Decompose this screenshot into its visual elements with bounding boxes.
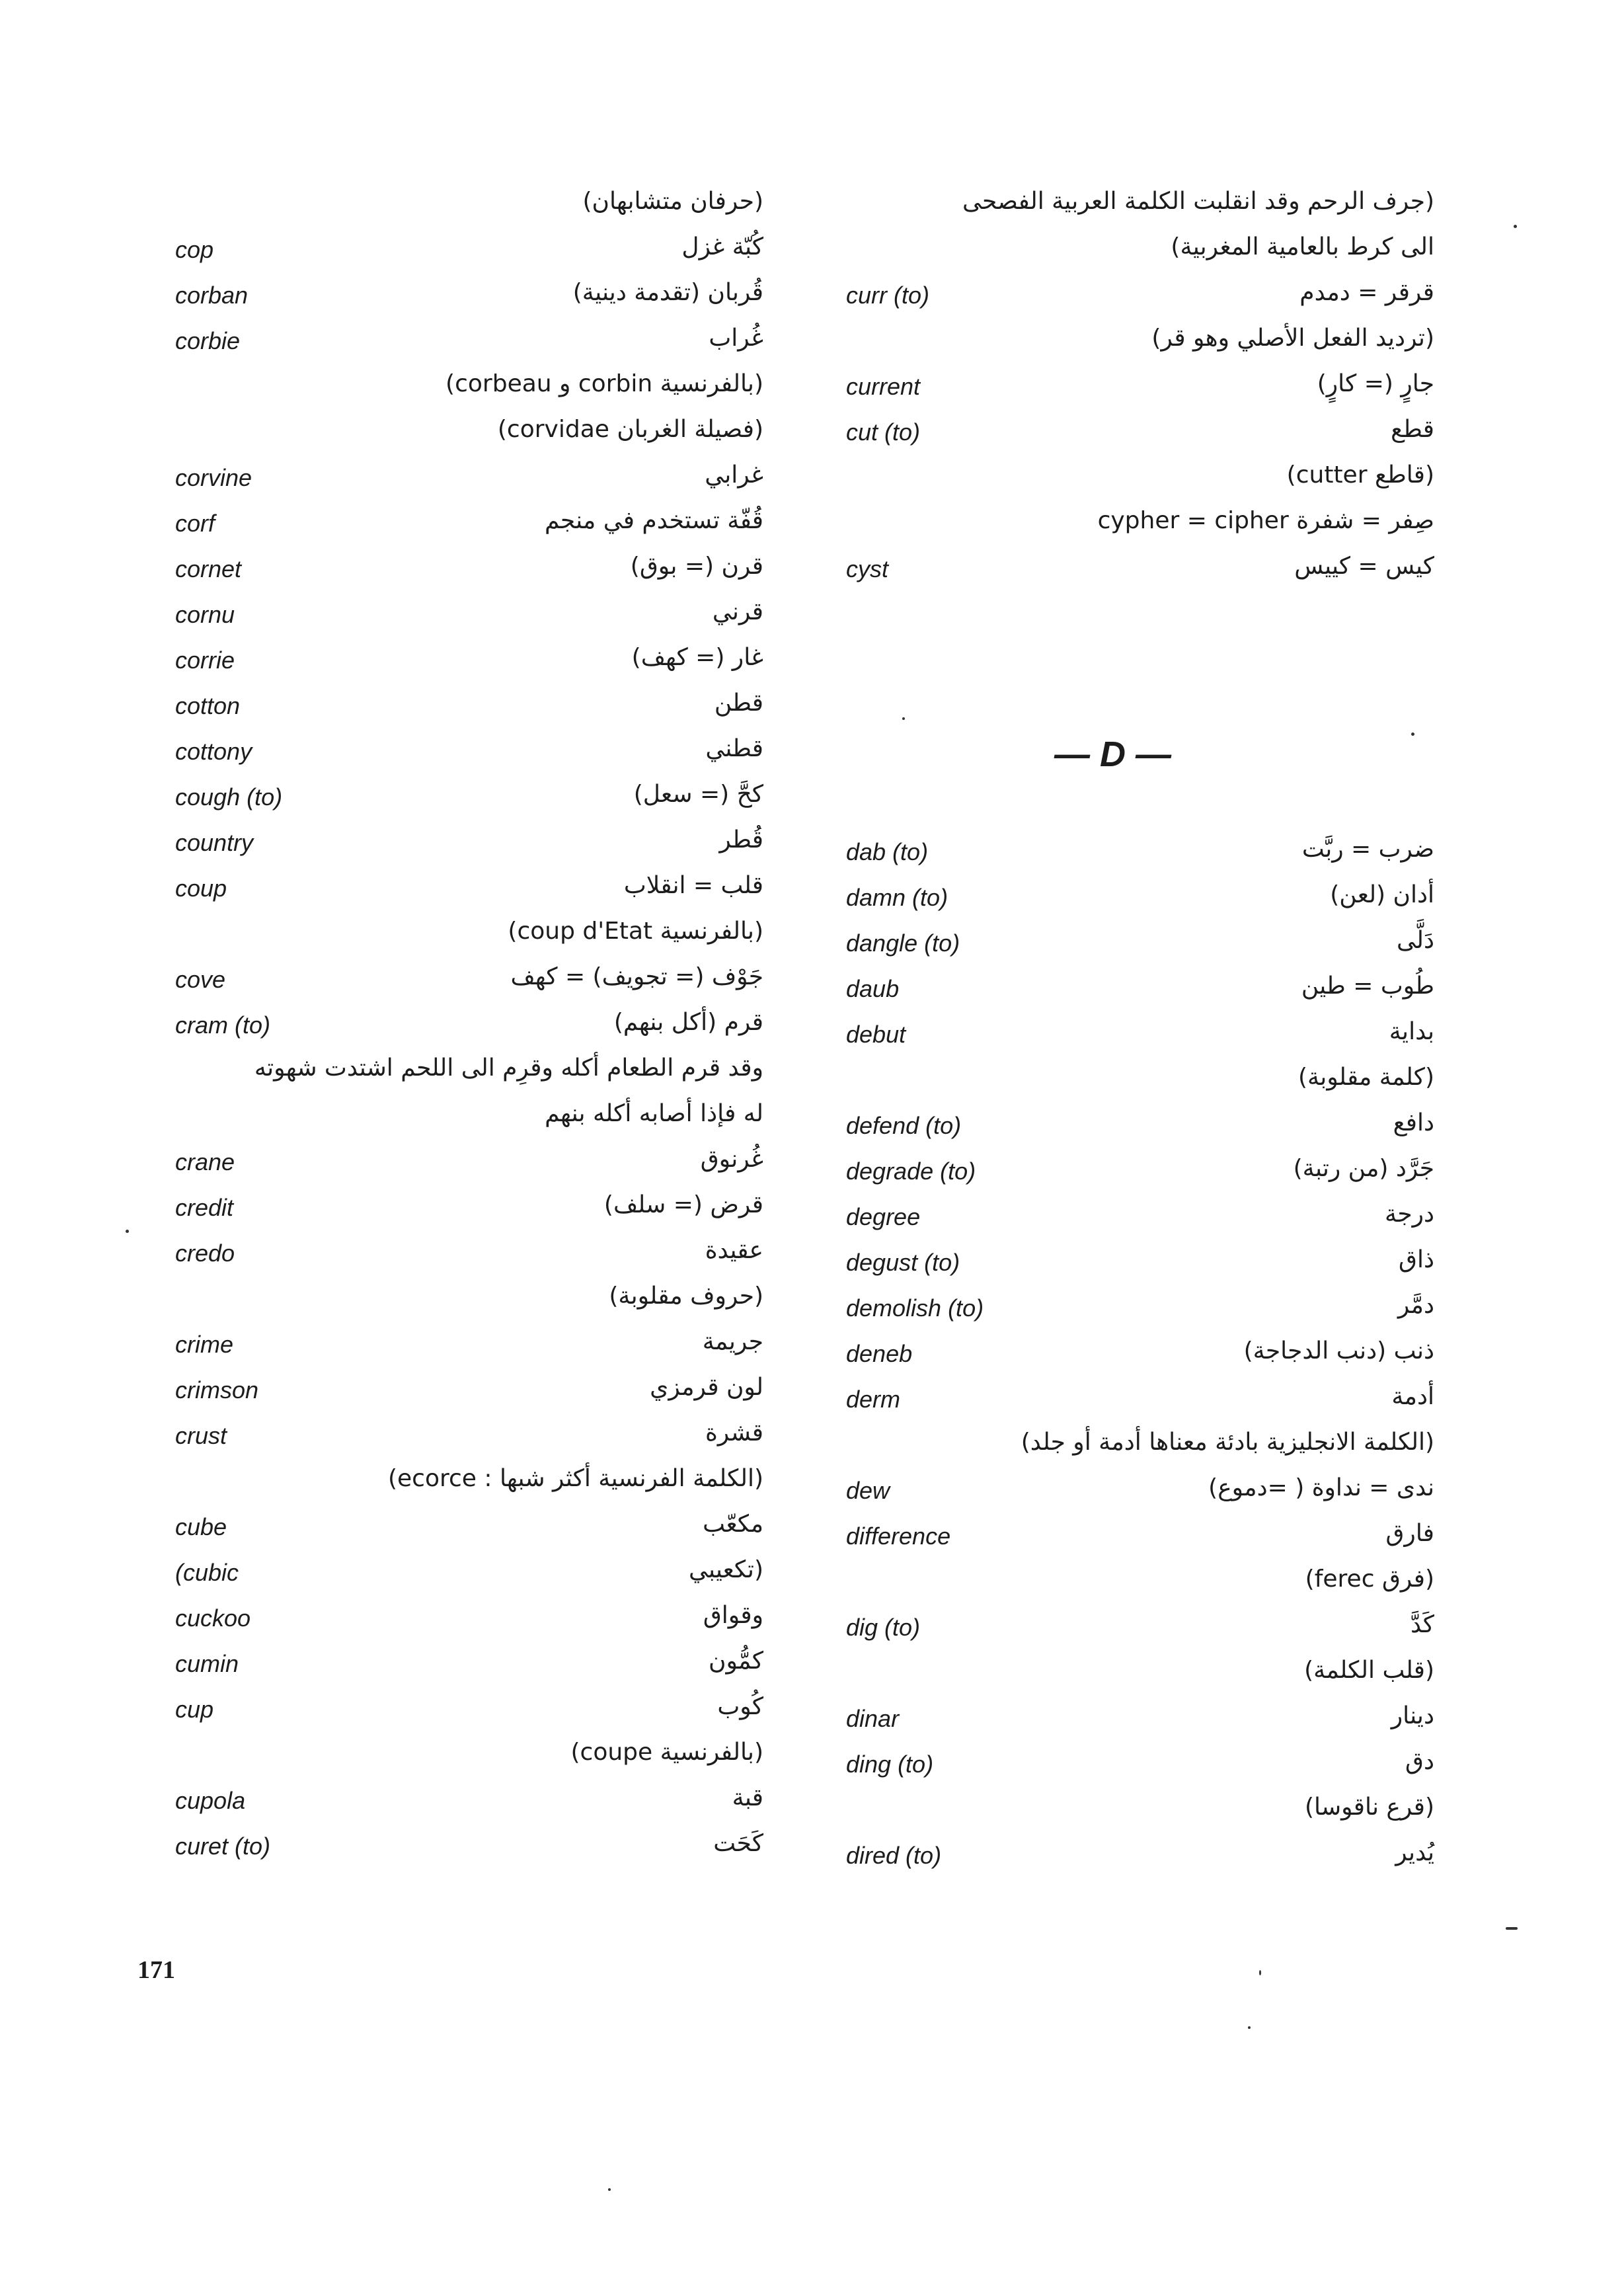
arabic-equivalent: كَحَت bbox=[713, 1830, 763, 1857]
arabic-equivalent: (حرفان متشابهان) bbox=[582, 188, 763, 215]
arabic-equivalent: قرض (= سلف) bbox=[603, 1191, 763, 1218]
english-term: debut bbox=[846, 1021, 906, 1048]
entry-row bbox=[839, 1244, 1434, 1289]
arabic-equivalent: (فصيلة الغربان corvidae) bbox=[497, 416, 763, 443]
arabic-equivalent: دمَّر bbox=[1397, 1292, 1434, 1319]
arabic-equivalent: وقواق bbox=[703, 1602, 763, 1629]
english-term: dangle (to) bbox=[846, 930, 960, 957]
entry-row bbox=[169, 824, 763, 869]
english-term: corvine bbox=[175, 464, 252, 491]
entry-row bbox=[839, 185, 1434, 231]
english-term: corf bbox=[175, 510, 215, 537]
english-term: curet (to) bbox=[175, 1833, 271, 1860]
entry-row bbox=[169, 1508, 763, 1554]
english-term: dab (to) bbox=[846, 838, 929, 865]
entry-row bbox=[839, 1745, 1434, 1791]
entry-row bbox=[839, 1289, 1434, 1335]
scan-speck bbox=[1411, 732, 1414, 736]
english-term: degust (to) bbox=[846, 1249, 960, 1276]
english-term: cove bbox=[175, 966, 226, 993]
section-heading: — D — bbox=[1054, 734, 1172, 774]
scan-speck bbox=[1506, 1927, 1518, 1930]
english-term: cornet bbox=[175, 555, 242, 582]
scan-speck bbox=[126, 1230, 129, 1233]
entry-row bbox=[839, 1152, 1434, 1198]
arabic-equivalent: (فرق ferec) bbox=[1305, 1565, 1434, 1593]
entry-row bbox=[169, 1417, 763, 1462]
english-term: dew bbox=[846, 1477, 890, 1504]
entry-row bbox=[839, 1608, 1434, 1654]
english-term: current bbox=[846, 373, 921, 400]
scan-speck bbox=[902, 717, 905, 720]
arabic-equivalent: غار (= كهف) bbox=[631, 644, 763, 671]
arabic-equivalent: قُفّة تستخدم في منجم bbox=[544, 507, 763, 534]
entry-row bbox=[169, 687, 763, 732]
arabic-equivalent: (قرع ناقوسا) bbox=[1304, 1794, 1434, 1821]
arabic-equivalent: ذاق bbox=[1399, 1246, 1434, 1273]
entry-row bbox=[169, 276, 763, 322]
english-term: cumin bbox=[175, 1650, 239, 1677]
scan-speck bbox=[1248, 2026, 1251, 2029]
entry-row bbox=[169, 231, 763, 276]
entry-row bbox=[169, 1326, 763, 1371]
entry-row bbox=[169, 1782, 763, 1827]
english-term: cyst bbox=[846, 555, 889, 582]
english-term: corrie bbox=[175, 647, 235, 674]
arabic-equivalent: (بالفرنسية corbin و corbeau) bbox=[445, 370, 763, 397]
entry-row bbox=[839, 1198, 1434, 1244]
entry-row bbox=[839, 459, 1434, 504]
arabic-equivalent: (تكعيبي bbox=[688, 1556, 763, 1583]
entry-row bbox=[169, 1599, 763, 1645]
arabic-equivalent: بداية bbox=[1389, 1018, 1434, 1045]
entry-row bbox=[169, 1462, 763, 1508]
arabic-equivalent: الى كرط بالعامية المغربية) bbox=[1171, 233, 1434, 260]
english-term: cube bbox=[175, 1513, 227, 1540]
arabic-equivalent: وقد قرم الطعام أكله وقرِم الى اللحم اشتدت شهوته bbox=[254, 1054, 763, 1082]
arabic-equivalent: قطني bbox=[705, 735, 763, 762]
entry-row bbox=[169, 1280, 763, 1326]
arabic-equivalent: أدان (لعن) bbox=[1330, 881, 1434, 908]
entry-row bbox=[839, 368, 1434, 413]
entry-row bbox=[839, 276, 1434, 322]
entry-row bbox=[839, 1791, 1434, 1837]
entry-row bbox=[169, 961, 763, 1006]
english-term: coup bbox=[175, 875, 227, 902]
arabic-equivalent: له فإذا أصابه أكله بنهم bbox=[545, 1100, 763, 1127]
entry-row bbox=[839, 1837, 1434, 1882]
entry-row bbox=[169, 1143, 763, 1189]
entry-row bbox=[839, 504, 1434, 550]
english-term: cut (to) bbox=[846, 418, 921, 446]
arabic-equivalent: ذنب (دنب الدجاجة) bbox=[1243, 1337, 1434, 1365]
arabic-equivalent: دينار bbox=[1391, 1702, 1434, 1729]
arabic-equivalent: جريمة bbox=[702, 1328, 763, 1355]
entry-row bbox=[839, 1472, 1434, 1517]
entry-row bbox=[169, 869, 763, 915]
entry-row bbox=[169, 1371, 763, 1417]
arabic-equivalent: أدمة bbox=[1391, 1383, 1434, 1410]
english-term: credo bbox=[175, 1240, 235, 1267]
arabic-equivalent: (ترديد الفعل الأصلي وهو قر) bbox=[1151, 325, 1434, 352]
entry-row bbox=[169, 1690, 763, 1736]
entry-row bbox=[839, 231, 1434, 276]
arabic-equivalent: كُوب bbox=[717, 1693, 763, 1720]
entry-row bbox=[169, 1052, 763, 1097]
english-term: degree bbox=[846, 1203, 921, 1230]
entry-row bbox=[169, 1827, 763, 1873]
arabic-equivalent: (قاطع cutter) bbox=[1286, 461, 1434, 489]
entry-row bbox=[839, 1061, 1434, 1107]
entry-row bbox=[839, 833, 1434, 879]
arabic-equivalent: (حروف مقلوبة) bbox=[609, 1283, 763, 1310]
left-column bbox=[169, 185, 763, 1873]
arabic-equivalent: كمُّون bbox=[709, 1647, 763, 1675]
arabic-equivalent: جَرَّد (من رتبة) bbox=[1293, 1155, 1434, 1182]
english-term: crust bbox=[175, 1422, 227, 1449]
arabic-equivalent: (جرف الرحم وقد انقلبت الكلمة العربية الفصحى bbox=[962, 188, 1434, 215]
arabic-equivalent: قرني bbox=[712, 598, 763, 625]
english-term: daub bbox=[846, 975, 900, 1002]
arabic-equivalent: لون قرمزي bbox=[650, 1374, 763, 1401]
entry-row bbox=[169, 1554, 763, 1599]
english-term: dinar bbox=[846, 1705, 900, 1732]
entry-row bbox=[839, 322, 1434, 368]
entry-row bbox=[169, 322, 763, 368]
english-term: corbie bbox=[175, 327, 241, 354]
right-column-bottom bbox=[839, 833, 1434, 1882]
arabic-equivalent: قرقر = دمدم bbox=[1299, 279, 1434, 306]
arabic-equivalent: كيس = كييس bbox=[1294, 553, 1434, 580]
english-term: difference bbox=[846, 1523, 951, 1550]
entry-row bbox=[169, 1645, 763, 1690]
arabic-equivalent: (بالفرنسية coupe) bbox=[570, 1739, 763, 1766]
english-term: cup bbox=[175, 1696, 214, 1723]
arabic-equivalent: (قلب الكلمة) bbox=[1304, 1657, 1434, 1684]
english-term: corban bbox=[175, 282, 249, 309]
entry-row bbox=[169, 413, 763, 459]
english-term: cornu bbox=[175, 601, 235, 628]
arabic-equivalent: غُراب bbox=[709, 325, 763, 352]
arabic-equivalent: كحَّ (= سعل) bbox=[633, 781, 763, 808]
english-term: cupola bbox=[175, 1787, 246, 1814]
entry-row bbox=[839, 1517, 1434, 1563]
entry-row bbox=[169, 504, 763, 550]
arabic-equivalent: عقيدة bbox=[705, 1237, 763, 1264]
entry-row bbox=[839, 970, 1434, 1015]
english-term: degrade (to) bbox=[846, 1158, 976, 1185]
arabic-equivalent: ضرب = ربَّت bbox=[1301, 836, 1434, 863]
english-term: credit bbox=[175, 1194, 234, 1221]
english-term: dig (to) bbox=[846, 1614, 921, 1641]
entry-row bbox=[169, 185, 763, 231]
entry-row bbox=[169, 459, 763, 504]
english-term: ding (to) bbox=[846, 1751, 934, 1778]
english-term: demolish (to) bbox=[846, 1294, 984, 1322]
arabic-equivalent: مكعّب bbox=[703, 1511, 763, 1538]
entry-row bbox=[169, 641, 763, 687]
arabic-equivalent: قطن bbox=[714, 690, 763, 717]
arabic-equivalent: (بالفرنسية coup d'Etat) bbox=[508, 918, 763, 945]
arabic-equivalent: دق bbox=[1405, 1748, 1434, 1775]
entry-row bbox=[169, 732, 763, 778]
english-term: damn (to) bbox=[846, 884, 948, 911]
arabic-equivalent: غرابي bbox=[705, 461, 763, 489]
arabic-equivalent: كُبّة غزل bbox=[681, 233, 763, 260]
english-term: curr (to) bbox=[846, 282, 929, 309]
arabic-equivalent: جارٍ (= كارٍ) bbox=[1317, 370, 1434, 397]
arabic-equivalent: قلب = انقلاب bbox=[623, 872, 763, 899]
entry-row bbox=[839, 924, 1434, 970]
arabic-equivalent: قشرة bbox=[705, 1419, 763, 1446]
scan-speck bbox=[1259, 1970, 1261, 1975]
scan-speck bbox=[608, 2188, 611, 2191]
arabic-equivalent: صِفر = شفرة cypher = cipher bbox=[1097, 507, 1434, 534]
arabic-equivalent: (الكلمة الانجليزية بادئة معناها أدمة أو جلد) bbox=[1021, 1429, 1434, 1456]
entry-row bbox=[839, 1335, 1434, 1380]
entry-row bbox=[169, 596, 763, 641]
arabic-equivalent: (الكلمة الفرنسية أكثر شبها : ecorce) bbox=[387, 1465, 763, 1492]
arabic-equivalent: درجة bbox=[1385, 1201, 1434, 1228]
arabic-equivalent: قبة bbox=[732, 1784, 763, 1811]
arabic-equivalent: قُربان (تقدمة دينية) bbox=[572, 279, 763, 306]
entry-row bbox=[169, 778, 763, 824]
entry-row bbox=[839, 1015, 1434, 1061]
english-term: cottony bbox=[175, 738, 252, 765]
english-term: cuckoo bbox=[175, 1604, 251, 1632]
entry-row bbox=[169, 550, 763, 596]
entry-row bbox=[839, 1380, 1434, 1426]
english-term: crane bbox=[175, 1148, 235, 1175]
english-term: country bbox=[175, 829, 254, 856]
scan-speck bbox=[1514, 225, 1517, 228]
english-term: dired (to) bbox=[846, 1842, 942, 1869]
arabic-equivalent: يُدير bbox=[1395, 1839, 1434, 1866]
english-term: cotton bbox=[175, 692, 241, 719]
entry-row bbox=[169, 1736, 763, 1782]
arabic-equivalent: ندى = نداوة ( =دموع) bbox=[1208, 1474, 1434, 1501]
right-column-top bbox=[839, 185, 1434, 596]
entry-row bbox=[839, 1107, 1434, 1152]
english-term: (cubic bbox=[175, 1559, 239, 1586]
arabic-equivalent: غُرنوق bbox=[700, 1146, 763, 1173]
arabic-equivalent: قرم (أكل بنهم) bbox=[613, 1009, 763, 1036]
entry-row bbox=[839, 1700, 1434, 1745]
english-term: deneb bbox=[846, 1340, 913, 1367]
entry-row bbox=[169, 1234, 763, 1280]
arabic-equivalent: طُوب = طين bbox=[1301, 972, 1434, 1000]
entry-row bbox=[169, 1189, 763, 1234]
entry-row bbox=[169, 1006, 763, 1052]
entry-row bbox=[839, 1563, 1434, 1608]
arabic-equivalent: جَوْف (= تجويف) = كهف bbox=[510, 963, 763, 990]
arabic-equivalent: دافع bbox=[1393, 1109, 1434, 1136]
arabic-equivalent: (كلمة مقلوبة) bbox=[1297, 1064, 1434, 1091]
entry-row bbox=[169, 915, 763, 961]
entry-row bbox=[839, 550, 1434, 596]
english-term: cough (to) bbox=[175, 783, 283, 811]
english-term: cop bbox=[175, 236, 214, 263]
entry-row bbox=[169, 1097, 763, 1143]
entry-row bbox=[839, 413, 1434, 459]
english-term: defend (to) bbox=[846, 1112, 962, 1139]
english-term: crimson bbox=[175, 1376, 259, 1404]
arabic-equivalent: قطع bbox=[1391, 416, 1434, 443]
arabic-equivalent: قُطر bbox=[719, 826, 763, 853]
entry-row bbox=[839, 1654, 1434, 1700]
english-term: cram (to) bbox=[175, 1011, 270, 1039]
arabic-equivalent: قرن (= بوق) bbox=[630, 553, 763, 580]
entry-row bbox=[839, 1426, 1434, 1472]
arabic-equivalent: كَدَّ bbox=[1410, 1611, 1434, 1638]
page-number: 171 bbox=[137, 1956, 175, 1984]
entry-row bbox=[169, 368, 763, 413]
entry-row bbox=[839, 879, 1434, 924]
arabic-equivalent: دَلَّى bbox=[1396, 927, 1434, 954]
english-term: derm bbox=[846, 1386, 901, 1413]
arabic-equivalent: فارق bbox=[1385, 1520, 1434, 1547]
english-term: crime bbox=[175, 1331, 233, 1358]
